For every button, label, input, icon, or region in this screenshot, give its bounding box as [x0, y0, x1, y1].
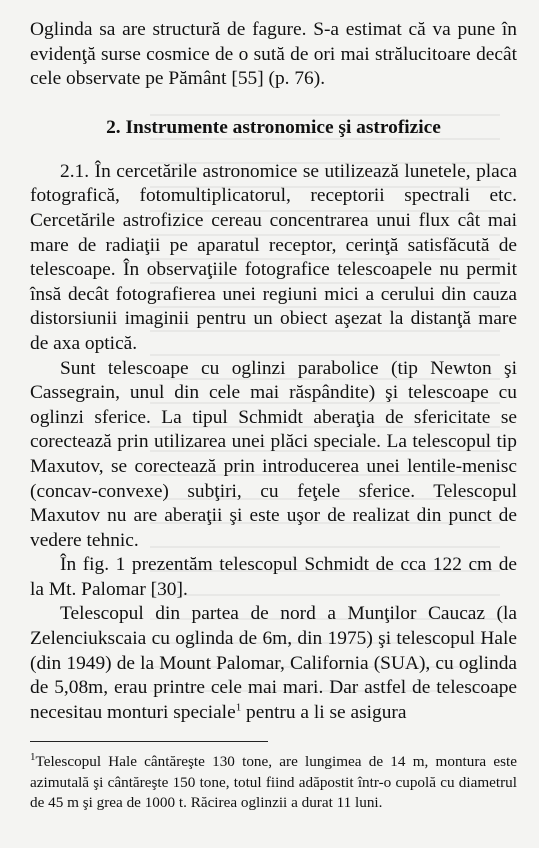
paragraph-telescope-types: Sunt telescoape cu oglinzi parabolice (tip Newton şi Cassegrain, unul din cele mai răspândite) şi telescoape cu oglinzi sferice. La tipul Schmidt aberaţia de sfericitate se corectează prin utilizarea unei plăci speciale. La telescopul tip Maxutov, se corectează prin introducerea unei lentile-menisc (concav-convexe) subţiri, cu feţele sferice. Telescopul Maxutov nu are aberaţii şi este uşor de realizat din punct de vedere tehnic. — [30, 357, 517, 551]
footnote-mark: 1 — [30, 751, 36, 764]
footnote-divider — [30, 741, 268, 742]
footnote — [30, 752, 517, 814]
paragraph-instruments: 2.1. În cercetările astronomice se utilizează lunetele, placa fotografică, fotomultiplicatorul, receptorii spectrali etc. Cercetările astrofizice cereau concentrarea unui flux cât mai mare de radiaţii pe aparatul receptor, cerinţă satisfăcută de telescoape. În observaţiile fotografice telescoapele nu permit însă decât fotografierea unei regiuni mici a cerului din cauza distorsiunii imaginii pentru un obiect aşezat la distanţă mare de axa optică. — [30, 160, 517, 354]
paragraph-intro: Oglinda sa are structură de fagure. S-a estimat că va pune în evidenţă surse cosmice de o sută de ori mai strălucitoare decât cele observate pe Pământ [55] (p. 76). — [30, 19, 517, 90]
paragraph-large-telescopes — [30, 602, 517, 725]
footnote-text: Telescopul Hale cântăreşte 130 tone, are lungimea de 14 m, montura este azimutală şi cântăreşte 150 tone, totul fiind adăpostit într-o cupolă cu diametrul de 45 m şi grea de 1000 t. Răcirea oglinzii a durat 11 luni. — [30, 753, 517, 812]
paragraph-large-telescopes-tail: pentru a li se asigura — [241, 701, 407, 723]
paragraph-figure-reference: În fig. 1 prezentăm telescopul Schmidt de cca 122 cm de la Mt. Palomar [30]. — [30, 554, 517, 600]
section-heading: 2. Instrumente astronomice şi astrofizice — [106, 116, 441, 138]
footnote-reference: 1 — [235, 701, 242, 714]
paragraph-large-telescopes-text: Telescopul din partea de nord a Munţilor Caucaz (la Zelenciukscaia cu oglinda de 6m, din 1975) şi telescopul Hale (din 1949) de la Mount Palomar, California (SUA), cu oglinda de 5,08m, erau printre cele mai mari. Dar astfel de telescoape necesitau monturi speciale — [30, 603, 517, 723]
